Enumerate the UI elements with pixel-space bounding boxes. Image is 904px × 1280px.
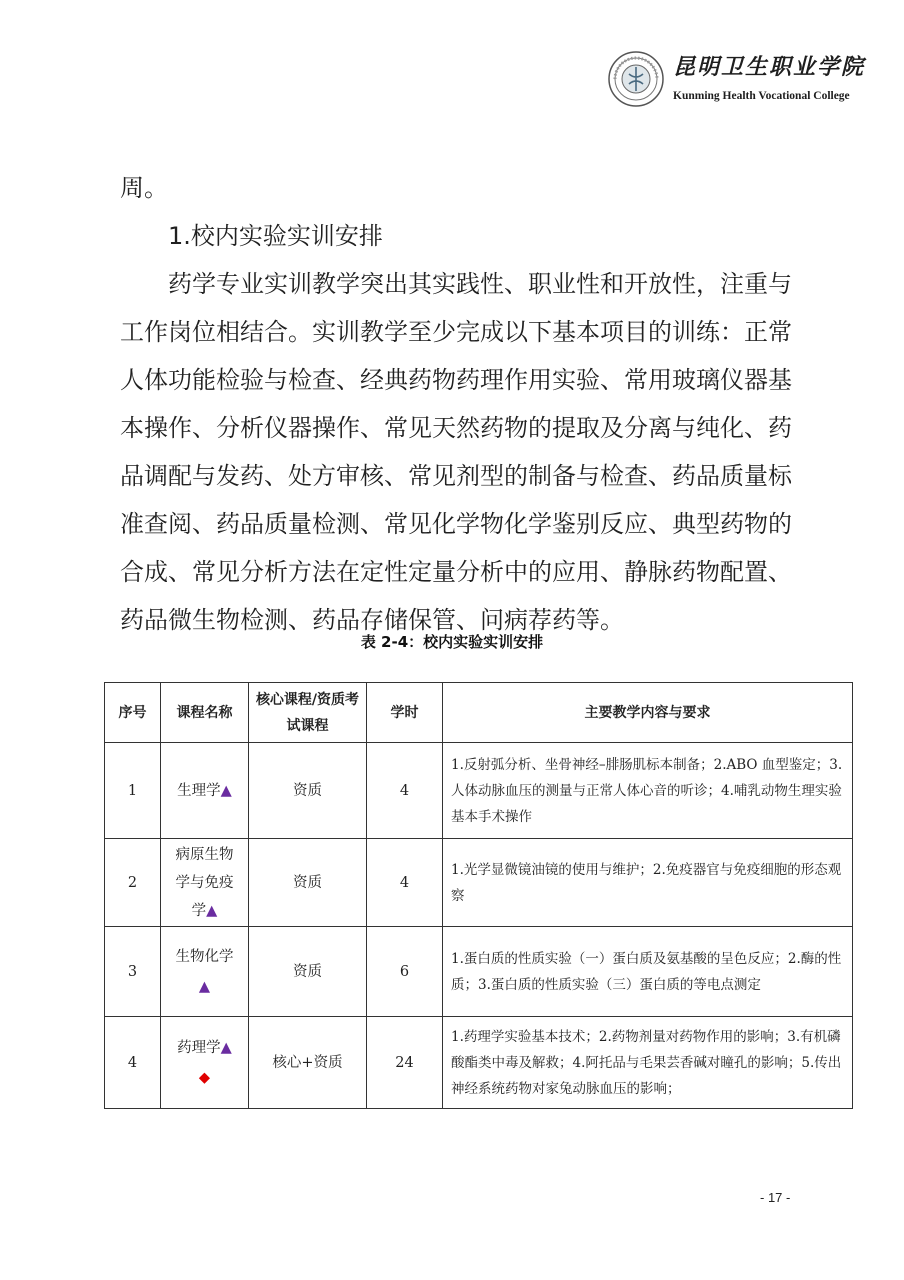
college-name-cn: 昆明卫生职业学院 [673,54,866,80]
row-seq: 3 [105,927,161,1017]
header-type: 核心课程/资质考试课程 [249,683,367,743]
triangle-icon: ▲ [198,978,211,995]
course-name: 生理学 [177,782,221,799]
table-row [105,743,853,839]
course-name: 药理学 [177,1039,221,1056]
page-number: - 17 - [760,1190,791,1205]
paragraph-line: 药品微生物检测、药品存储保管、问病荐药等。 [120,606,624,634]
row-hours: 6 [367,927,443,1017]
triangle-icon: ▲ [220,1039,232,1056]
row-content: 1.蛋白质的性质实验（一）蛋白质及氨基酸的呈色反应；2.酶的性质；3.蛋白质的性质实验（三）蛋白质的等电点测定 [443,927,853,1017]
row-content: 1.反射弧分析、坐骨神经–腓肠肌标本制备；2.ABO 血型鉴定；3.人体动脉血压的测量与正常人体心音的听诊；4.哺乳动物生理实验基本手术操作 [443,743,853,839]
paragraph-line: 药学专业实训教学突出其实践性、职业性和开放性，注重与 [168,270,792,298]
row-hours: 24 [367,1017,443,1109]
course-name: 病原生物学与免疫学 [175,846,234,919]
row-type: 资质 [249,839,367,927]
row-hours: 4 [367,839,443,927]
college-header [607,46,877,112]
header-content: 主要教学内容与要求 [443,683,853,743]
row-type: 资质 [249,927,367,1017]
triangle-icon: ▲ [220,782,232,799]
table-row [105,839,853,927]
section-heading: 1.校内实验实训安排 [168,222,383,250]
training-table [104,682,853,1109]
paragraph-line: 人体功能检验与检查、经典药物药理作用实验、常用玻璃仪器基 [120,366,792,394]
row-course [161,839,249,927]
row-seq: 2 [105,839,161,927]
table-header-row [105,683,853,743]
header-hours: 学时 [367,683,443,743]
paragraph-line: 工作岗位相结合。实训教学至少完成以下基本项目的训练：正常 [120,318,792,346]
paragraph-line: 周。 [120,174,168,202]
paragraph-line: 品调配与发药、处方审核、常见剂型的制备与检查、药品质量标 [120,462,792,490]
table-caption: 表 2-4：校内实验实训安排 [360,633,544,651]
row-hours: 4 [367,743,443,839]
row-content: 1.药理学实验基本技术；2.药物剂量对药物作用的影响；3.有机磷酸酯类中毒及解救；4.阿托品与毛果芸香碱对瞳孔的影响；5.传出神经系统药物对家兔动脉血压的影响； [443,1017,853,1109]
table-row [105,927,853,1017]
paragraph-line: 合成、常见分析方法在定性定量分析中的应用、静脉药物配置、 [120,558,792,586]
college-seal-icon [607,50,665,108]
row-course [161,927,249,1017]
college-name-en: Kunming Health Vocational College [673,90,850,102]
header-course: 课程名称 [161,683,249,743]
row-type: 资质 [249,743,367,839]
row-seq: 4 [105,1017,161,1109]
paragraph-line: 准查阅、药品质量检测、常见化学物化学鉴别反应、典型药物的 [120,510,792,538]
row-course [161,1017,249,1109]
row-type: 核心+资质 [249,1017,367,1109]
row-course [161,743,249,839]
course-name: 生物化学 [175,948,234,965]
paragraph-line: 本操作、分析仪器操作、常见天然药物的提取及分离与纯化、药 [120,414,792,442]
row-seq: 1 [105,743,161,839]
triangle-icon: ▲ [206,902,218,919]
table-row [105,1017,853,1109]
diamond-icon: ◆ [198,1069,211,1086]
row-content: 1.光学显微镜油镜的使用与维护；2.免疫器官与免疫细胞的形态观察 [443,839,853,927]
header-seq: 序号 [105,683,161,743]
